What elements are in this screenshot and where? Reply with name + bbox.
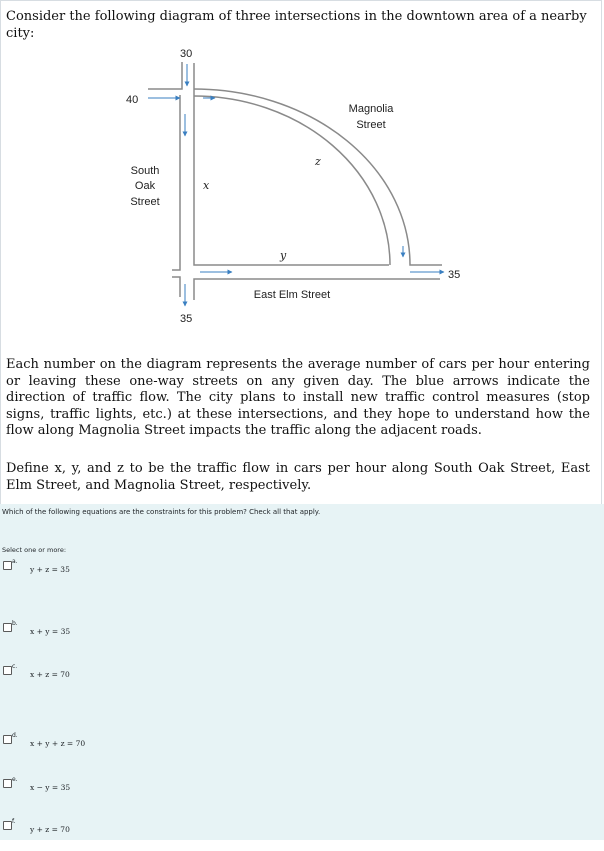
intro-text: Consider the following diagram of three intersections in the downtown area of a nearby city:: [6, 9, 587, 41]
option-f-letter: f.: [12, 818, 16, 825]
label-top-in: 30: [180, 48, 193, 60]
option-f-checkbox[interactable]: [3, 821, 12, 830]
option-e-letter: e.: [12, 776, 18, 783]
option-c[interactable]: [0, 663, 200, 696]
road-oak-left-edge: [172, 95, 180, 270]
label-right-out: 35: [448, 269, 461, 281]
option-e-equation: x − y = 35: [30, 783, 71, 792]
label-var-x: x: [203, 179, 210, 192]
label-magnolia-street: Street: [356, 119, 386, 131]
option-b-checkbox[interactable]: [3, 623, 12, 632]
definition-paragraph: Define x, y, and z to be the traffic flow in cars per hour along South Oak Street, East Elm Street, and Magnolia Street, respectively.: [6, 461, 590, 493]
question-text: Which of the following equations are the constraints for this problem? Check all that apply.: [2, 508, 321, 516]
option-b[interactable]: [0, 620, 200, 653]
option-d-checkbox[interactable]: [3, 735, 12, 744]
option-b-letter: b.: [12, 620, 18, 627]
option-c-letter: c.: [12, 663, 18, 670]
option-e[interactable]: [0, 776, 200, 809]
label-var-z: z: [315, 155, 321, 168]
option-a-letter: a.: [12, 558, 18, 565]
label-oak: Oak: [134, 180, 156, 192]
option-a-equation: y + z = 35: [30, 565, 70, 574]
flow-arrows: [148, 64, 444, 306]
road-bottom-left: [172, 277, 180, 297]
option-c-checkbox[interactable]: [3, 666, 12, 675]
label-oak-street: Street: [130, 196, 160, 208]
label-var-y: y: [280, 249, 287, 262]
road-magnolia-outer: [194, 89, 442, 265]
road-top-left-edge: [148, 62, 182, 89]
label-magnolia: Magnolia: [348, 103, 394, 115]
label-south: South: [130, 165, 160, 177]
select-instruction: Select one or more:: [2, 546, 67, 554]
label-east-elm: East Elm Street: [253, 289, 331, 301]
label-left-in: 40: [126, 94, 139, 106]
traffic-diagram: [0, 40, 604, 340]
quiz-panel: [0, 504, 604, 840]
option-d-equation: x + y + z = 70: [30, 739, 86, 748]
option-c-equation: x + z = 70: [30, 670, 70, 679]
option-e-checkbox[interactable]: [3, 779, 12, 788]
road-lines: [148, 62, 442, 300]
option-f[interactable]: [0, 818, 200, 851]
description-paragraph: Each number on the diagram represents the average number of cars per hour entering or leaving these one-way streets on any given day. The blue arrows indicate the direction of traffic flow. The city plans to install new traffic control measures (stop signs, traffic lights, etc.) at these intersections, and they hope to understand how the flow along Magnolia Street impacts the traffic along the adjacent roads.: [6, 357, 590, 439]
option-a[interactable]: [0, 558, 200, 591]
option-a-checkbox[interactable]: [3, 561, 12, 570]
road-oak-inner: [194, 63, 389, 265]
option-d[interactable]: [0, 732, 200, 765]
option-d-letter: d.: [12, 732, 18, 739]
option-f-equation: y + z = 70: [30, 825, 70, 834]
label-bottom-out: 35: [180, 313, 193, 325]
option-b-equation: x + y = 35: [30, 627, 71, 636]
